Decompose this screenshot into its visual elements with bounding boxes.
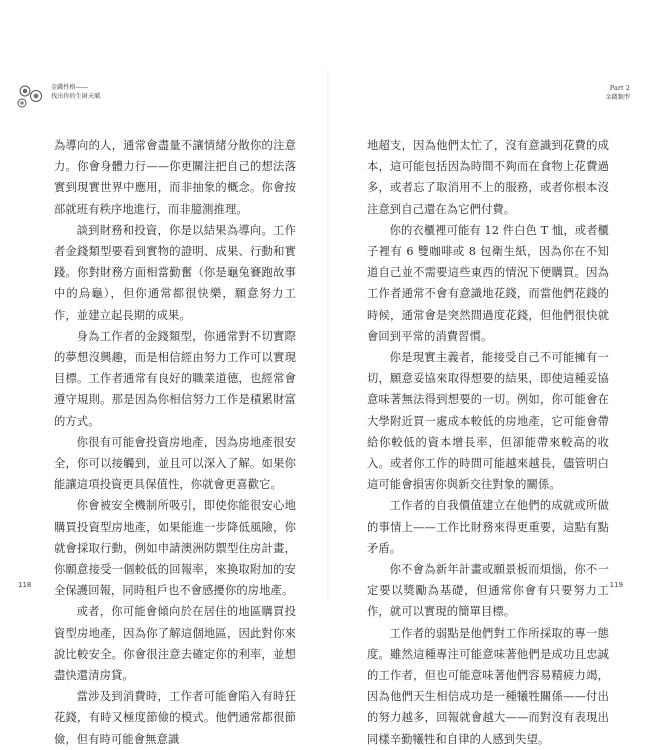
right-page [331, 75, 639, 746]
paragraph: 地超支，因為他們太忙了，沒有意識到花費的成本，這可能包括因為時間不夠而在食物上花費過多，或者忘了取消用不上的服務，或者你根本沒注意到自己還在為它們付費。 [367, 139, 609, 216]
page-number: 119 [609, 581, 623, 589]
paragraph: 工作者的自我價值建立在他們的成就或所做的事情上——工作比財務來得更重要，這點有點矛盾。 [367, 499, 609, 555]
running-header [51, 83, 101, 101]
paragraph: 或者，你可能會傾向於在居住的地區購買投資型房地產，因為你了解這個地區，因此對你來說比較安全。你會很注意去確定你的利率，並想盡快還清房貸。 [54, 605, 296, 683]
page-number: 118 [18, 581, 32, 589]
book-subtitle: 找出你的生財天賦 [51, 93, 101, 100]
paragraph: 工作者的弱點是他們對工作所採取的專一態度。雖然這種專注可能意味著他們是成功且忠誠的工作者，但也可能意味著他們容易精疲力竭，因為他們天生相信成功是一種犧牲關係——付出的努力越多，回報就會越大——而對沒有表現出同樣辛勤犧牲和自律的人感到失望。 [367, 626, 609, 746]
paragraph: 你不會為新年計畫或願景板而煩惱，你不一定要以獎勵為基礎，但通常你會有只要努力工作，就可以實現的簡單目標。 [367, 563, 609, 619]
paragraph: 身為工作者的金錢類型，你通常對不切實際的夢想沒興趣，而是相信經由努力工作可以實現目標。工作者通常有良好的職業道德，也經常會遵守規則。那是因為你相信努力工作是積累財富的方式。 [54, 329, 296, 428]
part-label: Part 2 [609, 85, 630, 92]
left-body-text [54, 135, 296, 750]
coin-logo-icon [16, 82, 50, 110]
paragraph: 你是現實主義者，能接受自己不可能擁有一切，願意妥協來取得想要的結果，即使這種妥協意味著無法得到想要的一切。例如，你可能會在大學附近買一處成本較低的房地產，它可能會帶給你較低的資本增長率，但卻能帶來較高的收入。或者你工作的時間可能越來越長，儘管明白這可能會損害你與新交往對象的關係。 [367, 351, 609, 492]
paragraph: 當涉及到消費時，工作者可能會陷入有時狂花錢，有時又極度節儉的模式。他們通常都很節儉，但有時可能會無意識 [54, 690, 296, 746]
paragraph: 你很有可能會投資房地產，因為房地產很安全，你可以接觸到，並且可以深入了解。如果你能讓這項投資更具保值性，你就會更喜歡它。 [54, 435, 296, 492]
chapter-title: 金錢類型 [605, 94, 630, 101]
book-title: 金錢性格—— [51, 84, 89, 91]
paragraph: 為導向的人，通常會盡量不讓情緒分散你的注意力。你會身體力行——你更關注把自己的想法落實到現實世界中應用，而非抽象的概念。你會按部就班有秩序地進行，而非臆測推理。 [54, 139, 296, 216]
left-page [16, 75, 329, 746]
paragraph: 你的衣櫃裡可能有 12 件白色 T 恤，或者櫃子裡有 6 雙咖啡或 8 包衛生紙，因為你在不知道自己並不需要這些東西的情況下便購買。因為工作者通常不會有意識地花錢，而當他們花錢的時候，通常會是突然間過度花錢，但他們很快就會回到平常的消費習慣。 [367, 223, 609, 343]
right-body-text [367, 135, 609, 750]
running-header [605, 84, 630, 102]
paragraph: 談到財務和投資，你是以結果為導向。工作者金錢類型要看到實物的證明、成果、行動和實踐。你對財務方面相當勤奮（你是龜兔賽跑故事中的烏龜），但你通常都很快樂，願意努力工作，並建立起長期的成果。 [54, 223, 296, 322]
paragraph: 你會被安全機制所吸引，即使你能很安心地購買投資型房地產，如果能進一步降低風險，你就會採取行動，例如申請澳洲防禦型住房計畫，你願意接受一個較低的回報率，來換取附加的安全保護回報，同時租戶也不會感擾你的房地產。 [54, 499, 296, 598]
